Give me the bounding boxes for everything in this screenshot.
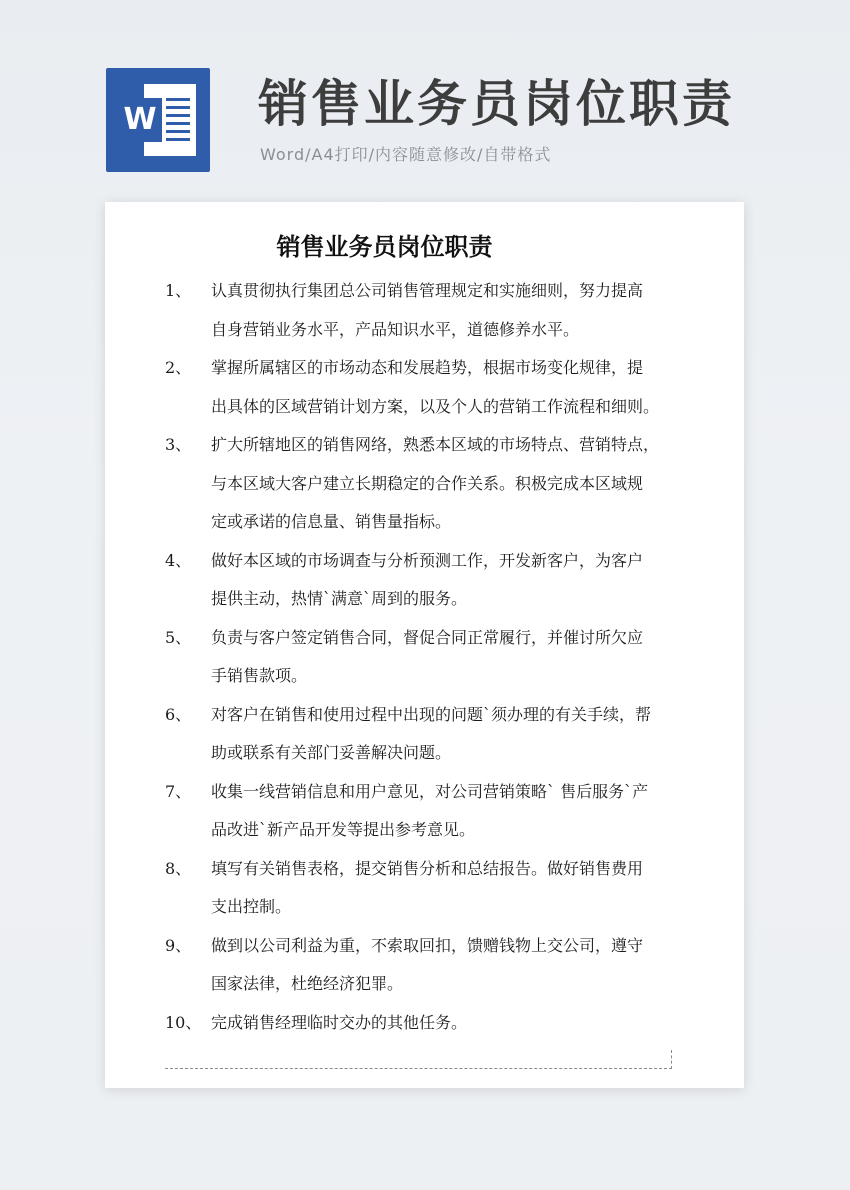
list-item	[165, 927, 685, 1004]
list-item-line: 手销售款项。	[211, 666, 308, 685]
list-item-line: 品改进`新产品开发等提出参考意见。	[211, 820, 476, 839]
list-item-number: 5、	[165, 627, 192, 647]
list-item-number: 7、	[165, 781, 192, 801]
list-item	[165, 619, 685, 696]
list-item-line: 自身营销业务水平，产品知识水平，道德修养水平。	[211, 319, 580, 339]
list-item-line: 掌握所属辖区的市场动态和发展趋势，根据市场变化规律，提	[211, 358, 644, 377]
list-item-text	[211, 1004, 685, 1043]
list-item-line: 国家法律，杜绝经济犯罪。	[211, 974, 404, 993]
word-letter-badge: W	[118, 98, 162, 142]
list-item	[165, 1004, 685, 1043]
page-margin-mark	[165, 1050, 672, 1069]
list-item-number: 8、	[165, 858, 192, 878]
list-item-text	[211, 542, 685, 619]
list-item-line: 与本区域大客户建立长期稳定的合作关系。积极完成本区域规	[211, 473, 644, 493]
list-item-line: 提供主动，热情`满意`周到的服务。	[211, 589, 468, 608]
list-item-number: 4、	[165, 550, 192, 570]
list-item	[165, 272, 685, 349]
header-title: 销售业务员岗位职责	[258, 75, 735, 133]
list-item	[165, 696, 685, 773]
list-item-line: 做好本区域的市场调查与分析预测工作，开发新客户，为客户	[211, 550, 644, 570]
document-title: 销售业务员岗位职责	[276, 232, 493, 261]
list-item	[165, 542, 685, 619]
list-item	[165, 349, 685, 426]
list-item-line: 负责与客户签定销售合同，督促合同正常履行，并催讨所欠应	[211, 627, 644, 647]
list-item	[165, 850, 685, 927]
list-item-text	[211, 696, 685, 773]
list-item-line: 助或联系有关部门妥善解决问题。	[211, 743, 452, 762]
document-page	[105, 202, 744, 1088]
list-item-number: 1、	[165, 281, 192, 300]
list-item	[165, 773, 685, 850]
list-item-number: 9、	[165, 935, 192, 955]
word-app-icon	[106, 68, 210, 172]
list-item-line: 收集一线营销信息和用户意见，对公司营销策略` 售后服务`产	[211, 781, 649, 801]
list-item	[165, 426, 685, 542]
list-item-line: 认真贯彻执行集团总公司销售管理规定和实施细则，努力提高	[211, 281, 644, 300]
header-subtitle: Word/A4打印/内容随意修改/自带格式	[260, 145, 552, 164]
list-item-text	[211, 850, 685, 927]
list-item-line: 扩大所辖地区的销售网络，熟悉本区域的市场特点、营销特点，	[211, 435, 660, 454]
list-item-line: 支出控制。	[211, 897, 292, 916]
list-item-line: 对客户在销售和使用过程中出现的问题`须办理的有关手续，帮	[211, 704, 652, 724]
list-item-line: 出具体的区域营销计划方案，以及个人的营销工作流程和细则。	[211, 396, 660, 416]
list-item-line: 做到以公司利益为重，不索取回扣，馈赠钱物上交公司，遵守	[211, 935, 644, 955]
list-item-line: 填写有关销售表格，提交销售分析和总结报告。做好销售费用	[211, 858, 644, 878]
list-item-number: 2、	[165, 358, 192, 377]
list-item-number: 6、	[165, 704, 192, 724]
list-item-number: 3、	[165, 435, 192, 454]
list-item-number: 10、	[165, 1012, 202, 1032]
list-item-line: 定或承诺的信息量、销售量指标。	[211, 512, 452, 531]
list-item-text	[211, 272, 685, 349]
list-item-text	[211, 927, 685, 1004]
list-item-text	[211, 426, 685, 542]
list-item-text	[211, 773, 685, 850]
list-item-text	[211, 619, 685, 696]
list-item-text	[211, 349, 685, 426]
duty-list	[165, 272, 685, 1042]
list-item-line: 完成销售经理临时交办的其他任务。	[211, 1012, 468, 1032]
